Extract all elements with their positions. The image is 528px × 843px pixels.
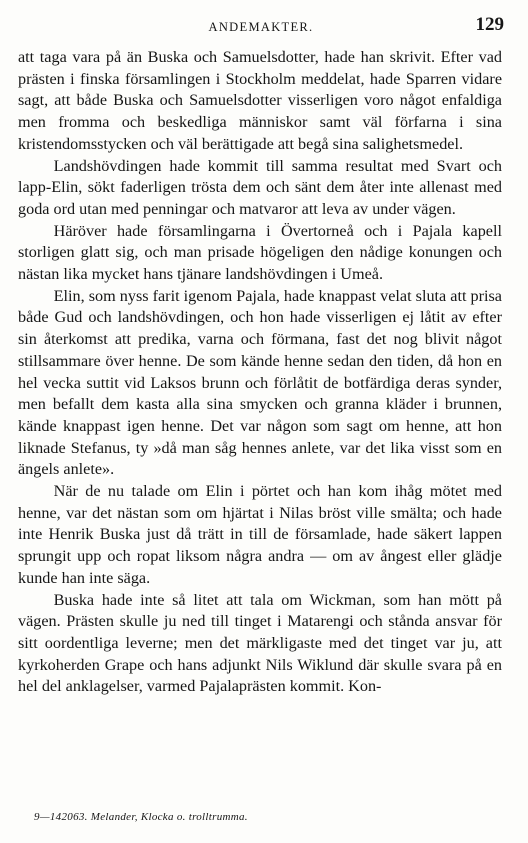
paragraph-4: Elin, som nyss farit igenom Pajala, hade knappast velat sluta att prisa både Gud och landshövdingen, och hon hade visserligen ej låtit av efter sin återkomst att predika, varna och förmana, fast det nog blivit något stillsammare över henne. De som kände henne sedan den tiden, då hon en hel vecka suttit vid Laksos brunn och förlåtit de botfärdiga deras synder, men befallt dem kasta alla sina smycken och granna kläder i brunnen, kände knappast igen henne. Det var någon som sagt om henne, att hon liknade Stefanus, ty »då man såg hennes anlete, var det lika visst som en ängels anlete». bbox=[18, 286, 502, 479]
paragraph-6: Buska hade inte så litet att tala om Wickman, som han mött på vägen. Prästen skulle ju ned till tinget i Matarengi och stånda ansvar för sitt oordentliga leverne; men det märkligaste med det tinget var ju, att kyrkoherden Grape och hans adjunkt Nils Wiklund där skulle svara på en hel del anklagelser, varmed Pajalaprästen kommit. Kon- bbox=[18, 590, 502, 696]
page-header bbox=[18, 14, 504, 40]
paragraph-5: När de nu talade om Elin i pörtet och han kom ihåg mötet med henne, var det nästan som om hjärtat i Nilas bröst ville smälta; och hade inte Henrik Buska just då trätt in till de församlade, hade säkert lappen sprungit upp och ropat liksom några andra — om av ångest eller glädje kunde han inte säga. bbox=[18, 482, 502, 587]
body-text bbox=[18, 47, 502, 698]
page-number: 129 bbox=[475, 14, 504, 35]
running-head: ANDEMAKTER. bbox=[208, 20, 314, 34]
paragraph-2: Landshövdingen hade kommit till samma resultat med Svart och lapp-Elin, sökt faderligen trösta dem och sänt dem åter inte allenast med goda ord utan med penningar och matvaror att leva av under vägen. bbox=[18, 156, 502, 218]
paragraph-3: Häröver hade församlingarna i Övertorneå och i Pajala kapell storligen glatt sig, och man prisade högeligen den nådige konungen och nästan lika mycket hans tjänare landshövdingen i Umeå. bbox=[18, 221, 502, 284]
printer-signature: 9—142063. Melander, Klocka o. trolltrumma. bbox=[34, 811, 248, 823]
paragraph-1: att taga vara på än Buska och Samuelsdotter, hade han skrivit. Efter vad prästen i finska församlingen i Stockholm meddelat, hade Sparren vidare sagt, att både Buska och Samuelsdotter visserligen voro något enfaldiga men fromma och beskedliga människor samt väl förfarna i sina kristendomsstycken och väl berättigade att begå sina salighetsmedel. bbox=[18, 48, 502, 153]
